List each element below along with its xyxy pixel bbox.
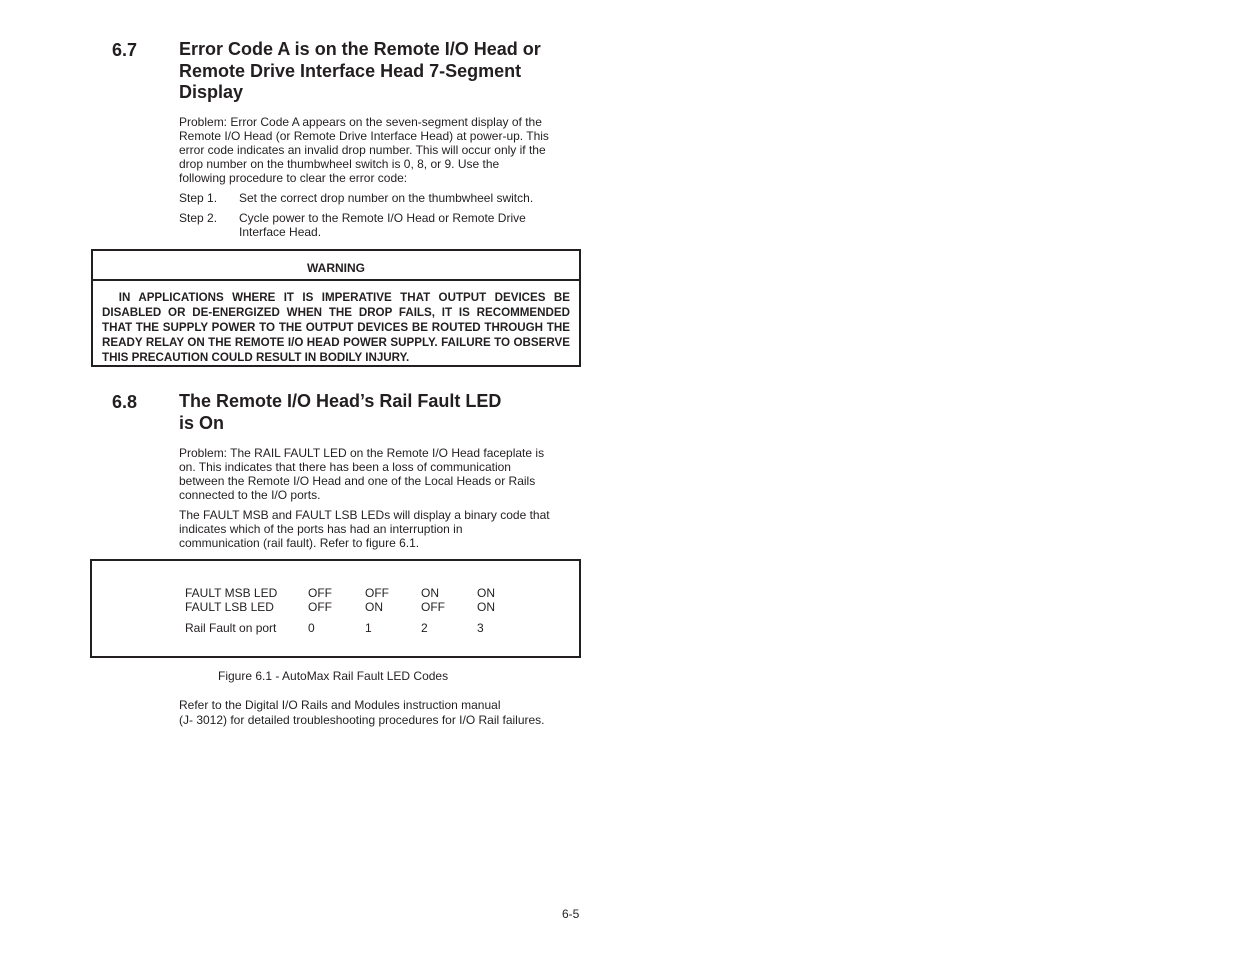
table-row-label: FAULT LSB LED <box>185 600 274 614</box>
table-row-label: FAULT MSB LED <box>185 586 278 600</box>
table-cell: OFF <box>308 600 332 614</box>
step-line: Interface Head. <box>239 225 322 239</box>
title-line: Display <box>179 82 244 102</box>
step-1-text <box>239 191 579 205</box>
paragraph-line: Problem: Error Code A appears on the seven-segment display of the <box>179 115 542 129</box>
paragraph-line: indicates which of the ports has had an interruption in <box>179 522 463 536</box>
paragraph-line: drop number on the thumbwheel switch is 0, 8, or 9. Use the <box>179 157 500 171</box>
section-6-7-problem <box>179 115 579 185</box>
table-cell: OFF <box>308 586 332 600</box>
paragraph-line: connected to the I/O ports. <box>179 488 321 502</box>
warning-text-content: IN APPLICATIONS WHERE IT IS IMPERATIVE THAT OUTPUT DEVICES BE DISABLED OR DE-ENERGIZED WHEN THE DROP FAILS, IT IS RECOMMENDED THAT THE SUPPLY POWER TO THE OUTPUT DEVICES BE ROUTED THROUGH THE READY RELAY ON THE REMOTE I/O HEAD POWER SUPPLY. FAILURE TO OBSERVE THIS PRECAUTION COULD RESULT IN BODILY INJURY. <box>102 291 570 364</box>
section-6-8-led-description <box>179 508 579 550</box>
paragraph-line: communication (rail fault). Refer to figure 6.1. <box>179 536 420 550</box>
reference-paragraph <box>179 698 589 728</box>
title-line: The Remote I/O Head’s Rail Fault LED <box>179 391 502 411</box>
table-cell: ON <box>421 586 439 600</box>
paragraph-line: between the Remote I/O Head and one of the Local Heads or Rails <box>179 474 536 488</box>
warning-heading: WARNING <box>93 251 579 281</box>
section-6-7-title <box>179 39 599 104</box>
step-line: Set the correct drop number on the thumbwheel switch. <box>239 191 534 205</box>
section-6-8-number: 6.8 <box>112 392 138 412</box>
table-row-label: Rail Fault on port <box>185 621 277 635</box>
table-cell: ON <box>365 600 383 614</box>
page-number: 6-5 <box>562 907 580 921</box>
step-1-label: Step 1. <box>179 191 218 205</box>
table-cell: 2 <box>421 621 428 635</box>
table-cell: ON <box>477 600 495 614</box>
step-2-label: Step 2. <box>179 211 218 225</box>
paragraph-line: following procedure to clear the error code: <box>179 171 408 185</box>
section-6-7-number: 6.7 <box>112 40 138 60</box>
paragraph-line: (J- 3012) for detailed troubleshooting procedures for I/O Rail failures. <box>179 713 545 727</box>
step-2-text <box>239 211 579 239</box>
figure-caption: Figure 6.1 - AutoMax Rail Fault LED Codes <box>218 669 449 683</box>
paragraph-line: The FAULT MSB and FAULT LSB LEDs will display a binary code that <box>179 508 550 522</box>
paragraph-line: error code indicates an invalid drop number. This will occur only if the <box>179 143 546 157</box>
table-cell: 1 <box>365 621 372 635</box>
section-6-8-title <box>179 391 599 434</box>
paragraph-line: Problem: The RAIL FAULT LED on the Remote I/O Head faceplate is <box>179 446 545 460</box>
paragraph-line: Remote I/O Head (or Remote Drive Interface Head) at power-up. This <box>179 129 549 143</box>
warning-box <box>91 249 581 367</box>
table-cell: 0 <box>308 621 315 635</box>
title-line: Error Code A is on the Remote I/O Head or <box>179 39 541 59</box>
table-cell: ON <box>477 586 495 600</box>
paragraph-line: Refer to the Digital I/O Rails and Modules instruction manual <box>179 698 501 712</box>
figure-box <box>90 559 581 658</box>
step-line: Cycle power to the Remote I/O Head or Remote Drive <box>239 211 526 225</box>
paragraph-line: on. This indicates that there has been a loss of communication <box>179 460 511 474</box>
table-cell: OFF <box>365 586 389 600</box>
title-line: Remote Drive Interface Head 7-Segment <box>179 60 522 81</box>
table-cell: OFF <box>421 600 445 614</box>
table-cell: 3 <box>477 621 484 635</box>
section-6-8-problem <box>179 446 579 502</box>
warning-text <box>102 290 570 365</box>
title-line: is On <box>179 412 225 433</box>
